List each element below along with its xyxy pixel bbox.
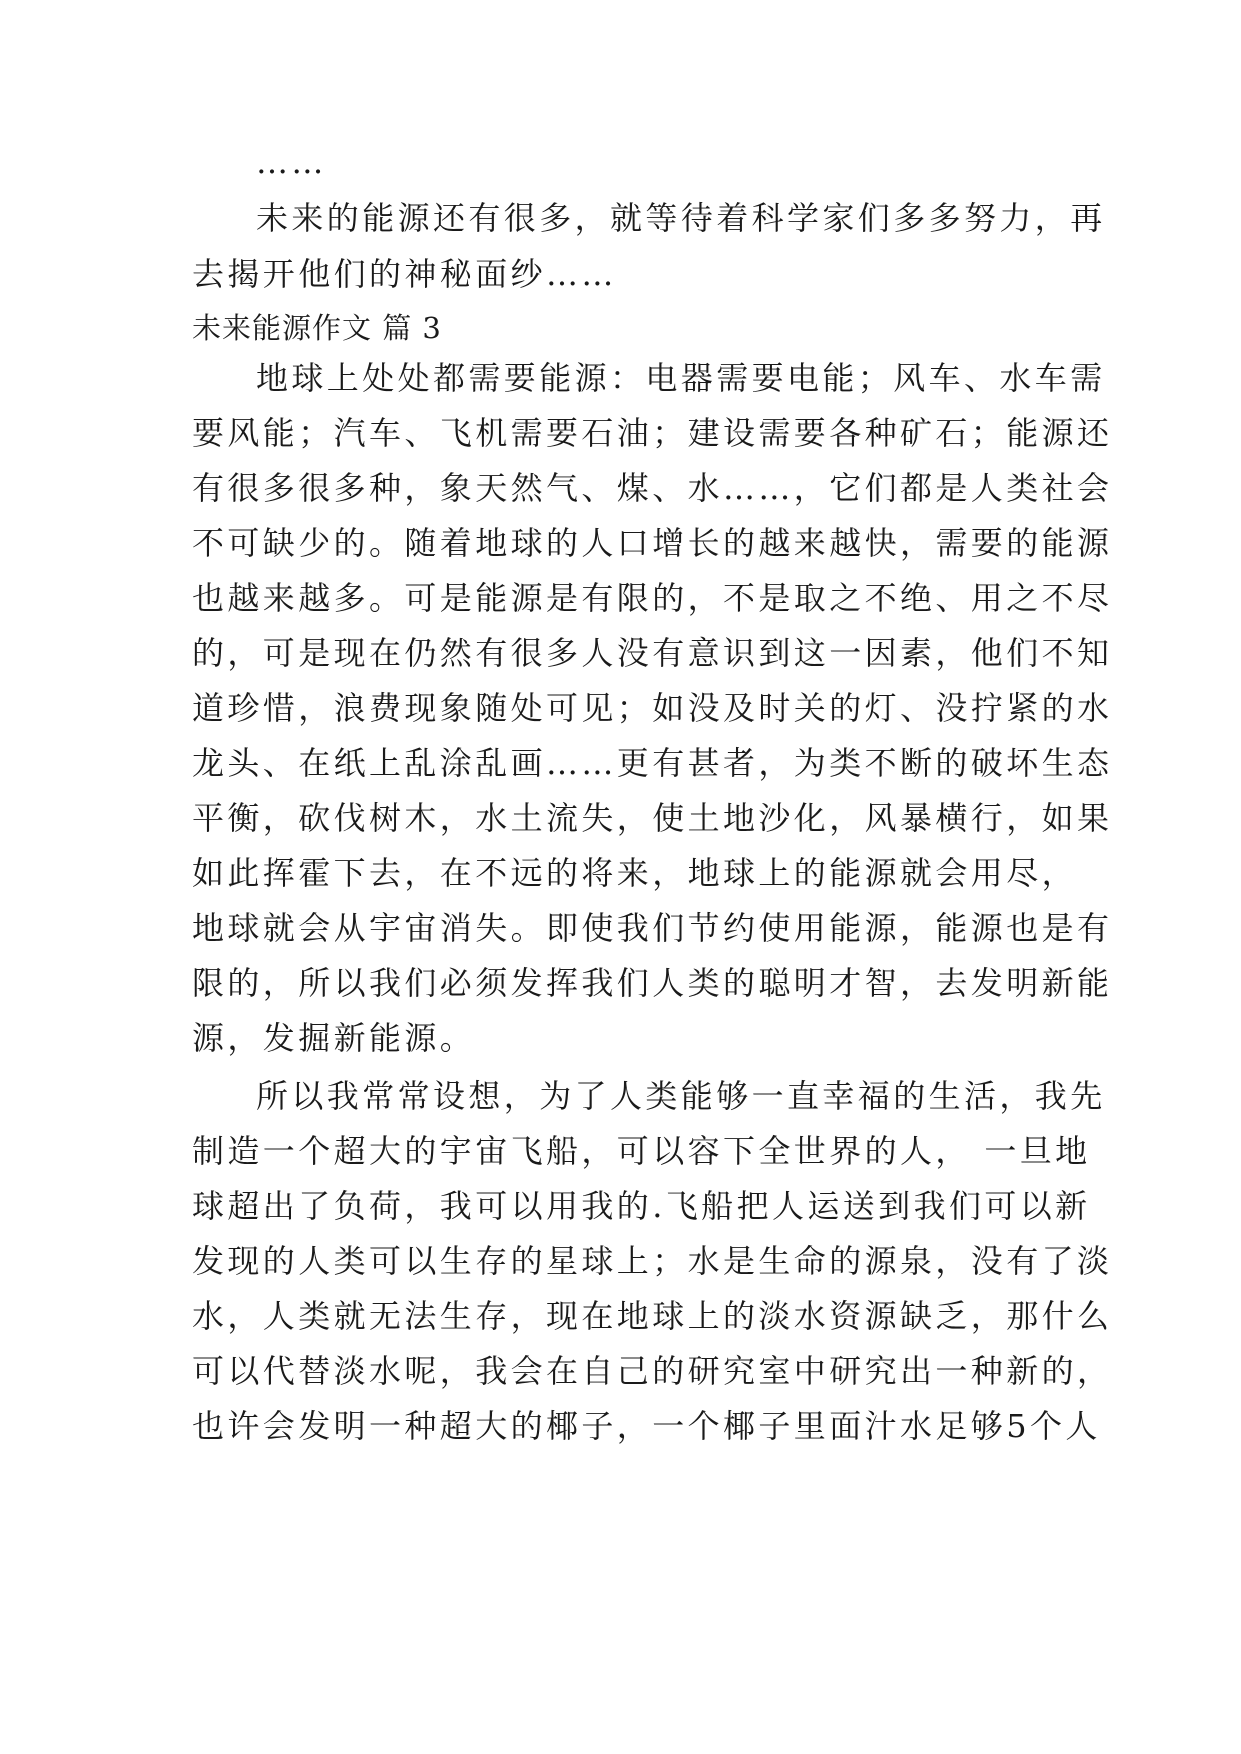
- section-heading: 未来能源作文 篇 3: [192, 311, 442, 345]
- paragraph-line: 可以代替淡水呢，我会在自己的研究室中研究出一种新的，: [192, 1352, 1113, 1390]
- paragraph-line: 道珍惜，浪费现象随处可见；如没及时关的灯、没拧紧的水: [192, 689, 1113, 727]
- paragraph-line: 如此挥霍下去，在不远的将来，地球上的能源就会用尽，: [192, 854, 1078, 892]
- paragraph-line: 制造一个超大的宇宙飞船，可以容下全世界的人， 一旦地: [192, 1132, 1091, 1170]
- paragraph-line: 地球就会从宇宙消失。即使我们节约使用能源，能源也是有: [192, 909, 1113, 947]
- paragraph-line: 有很多很多种，象天然气、煤、水……，它们都是人类社会: [192, 469, 1113, 507]
- paragraph-line: 未来的能源还有很多，就等待着科学家们多多努力，再: [256, 199, 1106, 237]
- paragraph-line: 也越来越多。可是能源是有限的，不是取之不绝、用之不尽: [192, 579, 1113, 617]
- paragraph-line: 源，发掘新能源。: [192, 1019, 476, 1057]
- paragraph-line: 的，可是现在仍然有很多人没有意识到这一因素，他们不知: [192, 634, 1113, 672]
- paragraph-line: 龙头、在纸上乱涂乱画……更有甚者，为类不断的破坏生态: [192, 744, 1113, 782]
- paragraph-line: 去揭开他们的神秘面纱……: [192, 255, 617, 293]
- paragraph-line: 水，人类就无法生存，现在地球上的淡水资源缺乏，那什么: [192, 1297, 1113, 1335]
- paragraph-line: 地球上处处都需要能源：电器需要电能；风车、水车需: [256, 359, 1106, 397]
- paragraph-line: 不可缺少的。随着地球的人口增长的越来越快，需要的能源: [192, 524, 1113, 562]
- paragraph-line: 要风能；汽车、飞机需要石油；建设需要各种矿石；能源还: [192, 414, 1113, 452]
- paragraph-line: 球超出了负荷，我可以用我的.飞船把人运送到我们可以新: [192, 1187, 1091, 1225]
- paragraph-line: 发现的人类可以生存的星球上；水是生命的源泉，没有了淡: [192, 1242, 1113, 1280]
- paragraph-line: 平衡，砍伐树木，水土流失，使土地沙化，风暴横行，如果: [192, 799, 1113, 837]
- paragraph-line: 限的，所以我们必须发挥我们人类的聪明才智，去发明新能: [192, 964, 1113, 1002]
- ellipsis-line: ……: [256, 143, 327, 181]
- paragraph-line: 也许会发明一种超大的椰子，一个椰子里面汁水足够5个人: [192, 1407, 1101, 1445]
- paragraph-line: 所以我常常设想，为了人类能够一直幸福的生活，我先: [256, 1077, 1106, 1115]
